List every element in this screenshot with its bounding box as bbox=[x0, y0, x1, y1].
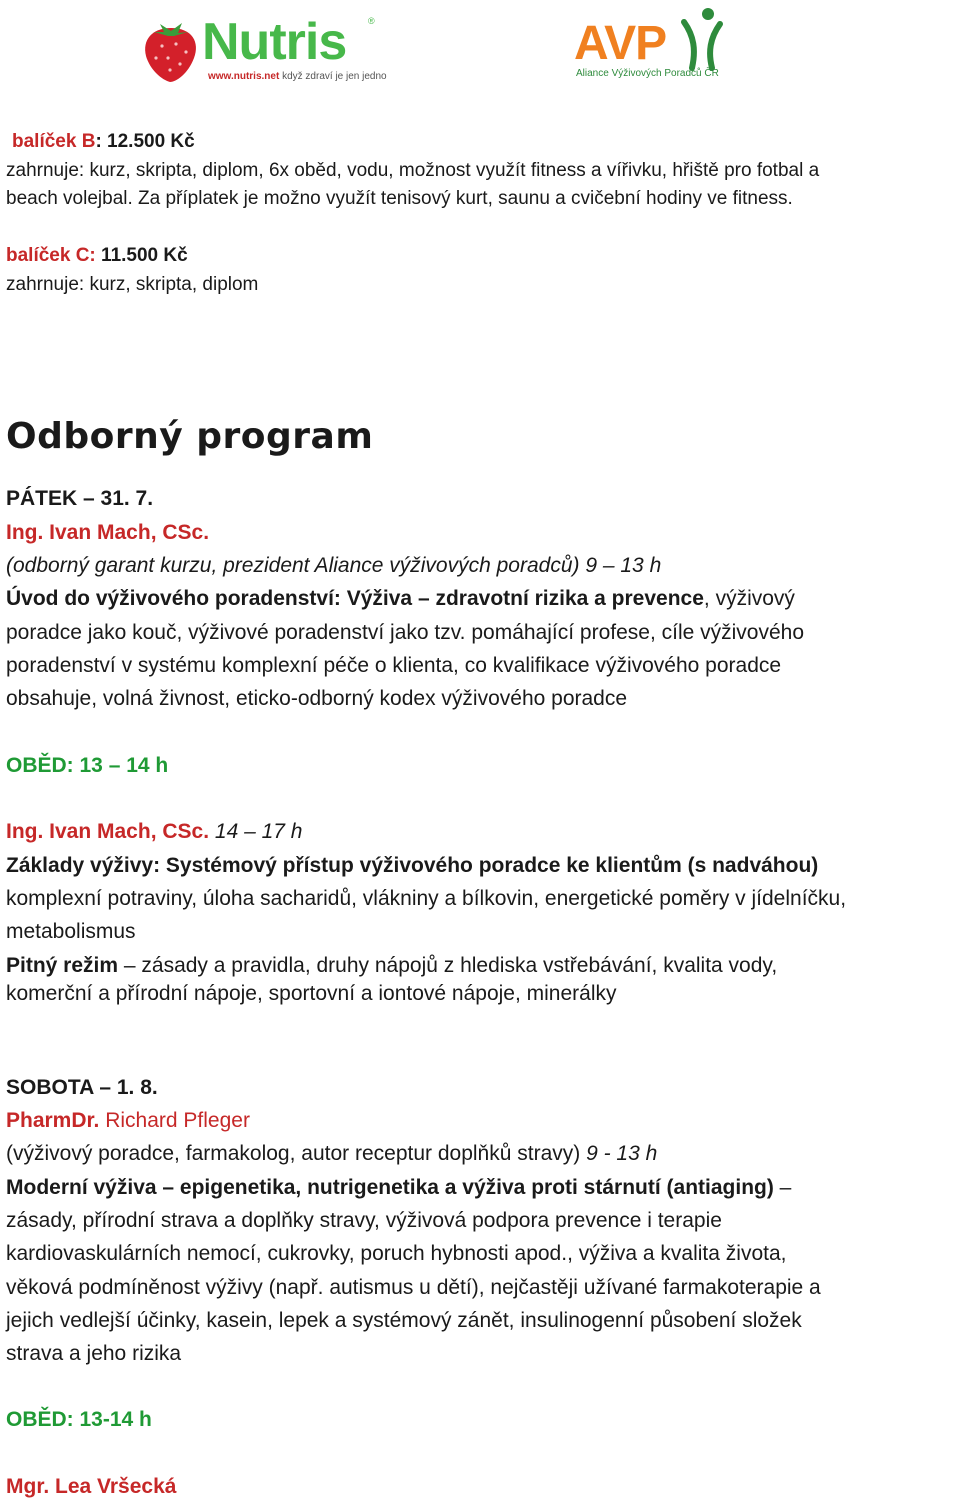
friday-topic-1-line: poradce jako kouč, výživové poradenství jako tzv. pomáhající profese, cíle výživového bbox=[6, 621, 805, 644]
friday-topic-1-tail: , výživový bbox=[703, 587, 795, 610]
friday-speaker-1: Ing. Ivan Mach, CSc. bbox=[6, 521, 210, 544]
saturday-day: SOBOTA – 1. 8. bbox=[6, 1076, 158, 1099]
strawberry-icon bbox=[140, 14, 202, 84]
saturday-topic-1-line: věková podmíněnost výživy (např. autismus u dětí), nejčastěji užívané farmakoterapie a bbox=[6, 1276, 821, 1299]
registered-mark: ® bbox=[368, 16, 375, 26]
avp-logo bbox=[572, 6, 742, 86]
saturday-speaker-1-time: 9 - 13 h bbox=[586, 1142, 658, 1165]
package-b-label: balíček B bbox=[12, 131, 96, 152]
saturday-speaker-1 bbox=[6, 1109, 250, 1133]
friday-lunch: OBĚD: 13 – 14 h bbox=[6, 754, 169, 777]
friday-speaker-2-time: 14 – 17 h bbox=[209, 820, 303, 843]
saturday-topic-1-title: Moderní výživa – epigenetika, nutrigenetika a výživa proti stárnutí (antiaging) bbox=[6, 1176, 774, 1199]
friday-speaker-2-line bbox=[6, 820, 302, 844]
friday-topic-3-tail: – zásady a pravidla, druhy nápojů z hlediska vstřebávání, kvalita vody, bbox=[118, 954, 778, 977]
saturday-topic-1-line: strava a jeho rizika bbox=[6, 1342, 182, 1365]
package-b-heading bbox=[12, 131, 195, 153]
nutris-wordmark: Nutris bbox=[202, 13, 347, 71]
package-c-line-1: zahrnuje: kurz, skripta, diplom bbox=[6, 274, 259, 295]
nutris-logo bbox=[140, 10, 390, 85]
friday-topic-1-line: poradenství v systému komplexní péče o klienta, co kvalifikace výživového poradce bbox=[6, 654, 782, 677]
saturday-topic-1-line: zásady, přírodní strava a doplňky stravy, výživová podpora prevence i terapie bbox=[6, 1209, 722, 1232]
package-b-line-1: zahrnuje: kurz, skripta, diplom, 6x oběd, vodu, možnost využít fitness a vířivku, hřiště pro fotbal a bbox=[6, 160, 820, 181]
package-c-heading bbox=[6, 245, 188, 267]
package-c-label: balíček C: bbox=[6, 245, 102, 266]
page-title: Odborný program bbox=[6, 416, 374, 457]
saturday-speaker-1-role: (výživový poradce, farmakolog, autor receptur doplňků stravy) bbox=[6, 1142, 587, 1165]
friday-day: PÁTEK – 31. 7. bbox=[6, 487, 154, 510]
saturday-topic-1-line: jejich vedlejší účinky, kasein, lepek a systémový zánět, insulinogenní působení složek bbox=[6, 1309, 802, 1332]
friday-topic-2-title: Základy výživy: Systémový přístup výživového poradce ke klientům (s nadváhou) bbox=[6, 854, 819, 877]
friday-topic-3-title: Pitný režim bbox=[6, 954, 119, 977]
friday-topic-1-line: obsahuje, volná živnost, eticko-odborný kodex výživového poradce bbox=[6, 687, 628, 710]
figure-icon bbox=[680, 6, 724, 72]
package-c-price: 11.500 Kč bbox=[101, 245, 188, 266]
friday-topic-3-heading bbox=[6, 954, 777, 978]
package-b-line-2: beach volejbal. Za příplatek je možno využít tenisový kurt, saunu a cvičební hodiny ve fitness. bbox=[6, 188, 793, 209]
avp-tagline: Aliance Výživových Poradců ČR bbox=[576, 68, 719, 79]
saturday-topic-1-heading bbox=[6, 1176, 791, 1200]
saturday-topic-1-line: kardiovaskulárních nemocí, cukrovky, poruch hybnosti apod., výživa a kvalita života, bbox=[6, 1242, 787, 1265]
friday-topic-3-line: komerční a přírodní nápoje, sportovní a iontové nápoje, minerálky bbox=[6, 982, 617, 1005]
friday-topic-1-heading bbox=[6, 587, 795, 611]
avp-wordmark: AVP bbox=[574, 17, 667, 70]
friday-topic-2-line: metabolismus bbox=[6, 920, 136, 943]
saturday-topic-1-tail: – bbox=[773, 1176, 792, 1199]
friday-topic-2-line: komplexní potraviny, úloha sacharidů, vlákniny a bílkovin, energetické poměry v jídelníčku, bbox=[6, 887, 847, 910]
friday-speaker-2: Ing. Ivan Mach, CSc. bbox=[6, 820, 210, 843]
saturday-speaker-1-title: PharmDr. bbox=[6, 1109, 100, 1132]
saturday-speaker-2: Mgr. Lea Vršecká bbox=[6, 1475, 177, 1498]
package-b-price: : 12.500 Kč bbox=[95, 131, 195, 152]
saturday-lunch: OBĚD: 13-14 h bbox=[6, 1408, 152, 1431]
saturday-speaker-1-name: Richard Pfleger bbox=[99, 1109, 250, 1132]
friday-speaker-1-role: (odborný garant kurzu, prezident Aliance výživových poradců) 9 – 13 h bbox=[6, 554, 662, 577]
saturday-speaker-1-role-line bbox=[6, 1142, 657, 1166]
nutris-tagline: www.nutris.net když zdraví je jen jedno bbox=[208, 71, 387, 82]
friday-topic-1-title: Úvod do výživového poradenství: Výživa – zdravotní rizika a prevence bbox=[6, 587, 704, 610]
